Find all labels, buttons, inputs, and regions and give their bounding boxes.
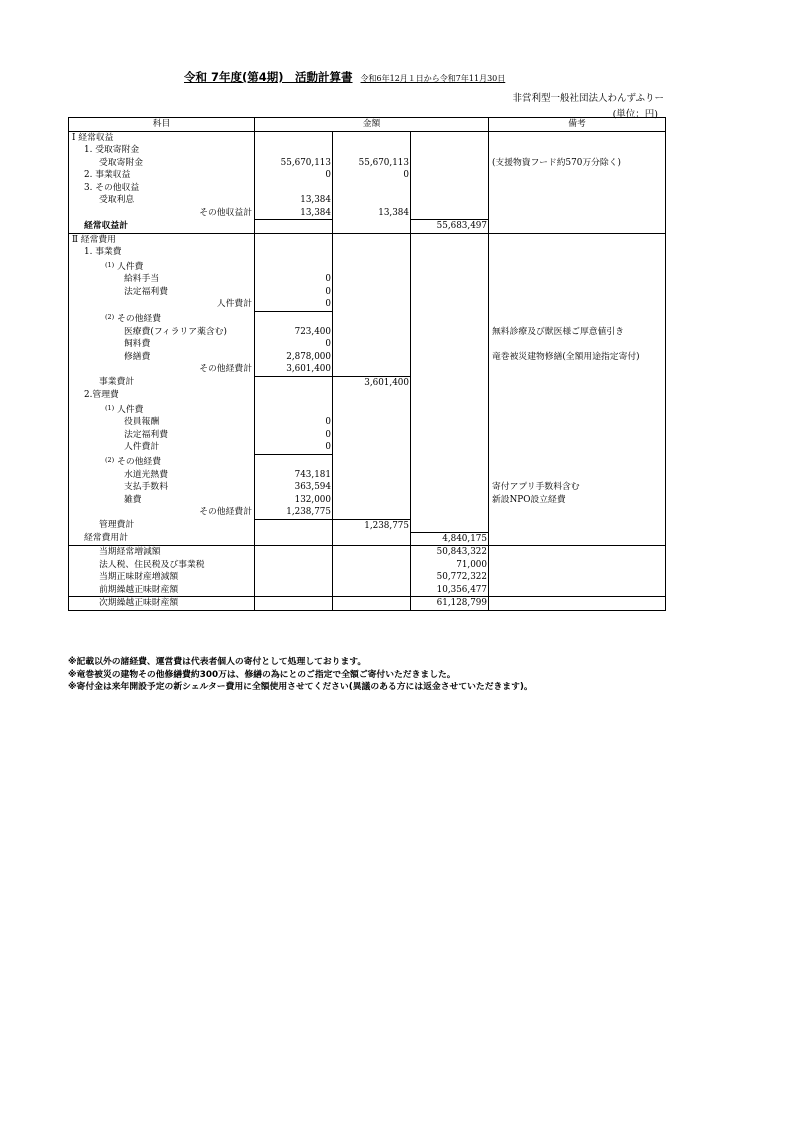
- row-label-text: 医療費(フィラリア薬含む): [124, 326, 227, 337]
- amount-cell-c: 61,128,799: [411, 597, 489, 611]
- row-label: [69, 469, 255, 482]
- amount-cell-b: [333, 182, 411, 195]
- table-row: [69, 169, 666, 182]
- row-label-text: 受取寄附金: [99, 157, 143, 168]
- amount-cell-a: [255, 233, 333, 246]
- row-label: [69, 169, 255, 182]
- amount-cell-a: [255, 584, 333, 597]
- amount-cell-c: 71,000: [411, 559, 489, 572]
- row-label-text: 役員報酬: [124, 417, 160, 427]
- amount-cell-a: 0: [255, 416, 333, 429]
- row-label: [69, 220, 255, 234]
- table-row: [69, 286, 666, 299]
- amount-cell-a: [255, 131, 333, 144]
- row-label: [69, 546, 255, 559]
- row-label: [69, 429, 255, 442]
- table-row: [69, 469, 666, 482]
- amount-cell-b: [333, 546, 411, 559]
- remark-cell: [489, 559, 666, 572]
- amount-cell-a: [255, 220, 333, 234]
- amount-cell-a: 723,400: [255, 326, 333, 339]
- amount-cell-a: 363,594: [255, 481, 333, 494]
- table-row: [69, 494, 666, 507]
- remark-cell: [489, 441, 666, 454]
- row-label-text: 2. 事業収益: [84, 170, 131, 180]
- row-label: [69, 246, 255, 259]
- amount-cell-a: [255, 519, 333, 532]
- amount-cell-c: [411, 273, 489, 286]
- row-label-text: 修繕費: [124, 351, 151, 362]
- table-row: [69, 416, 666, 429]
- row-label-text: 次期繰越正味財産額: [99, 598, 179, 608]
- table-row: [69, 311, 666, 326]
- remark-cell: [489, 338, 666, 351]
- organization-name: 非営利型一般社団法人わんずふりー: [512, 93, 664, 104]
- table-row: [69, 506, 666, 519]
- amount-cell-c: [411, 298, 489, 311]
- amount-cell-a: [255, 182, 333, 195]
- amount-cell-b: [333, 481, 411, 494]
- amount-cell-c: [411, 454, 489, 469]
- row-label-text: 当期正味財産増減額: [99, 572, 179, 582]
- table-row: [69, 532, 666, 546]
- row-label-text: 法定福利費: [124, 286, 168, 297]
- amount-cell-c: [411, 286, 489, 299]
- amount-cell-a: 0: [255, 298, 333, 311]
- row-label-text: 1. 事業費: [84, 247, 122, 257]
- section-number: (1): [105, 403, 115, 412]
- amount-cell-b: [333, 286, 411, 299]
- amount-cell-a: 0: [255, 169, 333, 182]
- amount-cell-a: 13,384: [255, 207, 333, 220]
- amount-cell-c: [411, 233, 489, 246]
- remark-cell: [489, 207, 666, 220]
- row-label: [69, 144, 255, 157]
- row-label: [69, 351, 255, 364]
- row-label-text: 法定福利費: [124, 429, 168, 440]
- amount-cell-a: [255, 144, 333, 157]
- table-row: [69, 597, 666, 611]
- amount-cell-a: [255, 376, 333, 389]
- amount-cell-c: 10,356,477: [411, 584, 489, 597]
- row-label-text: 事業費計: [99, 377, 135, 388]
- amount-cell-b: [333, 584, 411, 597]
- remark-cell: [489, 131, 666, 144]
- table-row: [69, 338, 666, 351]
- amount-cell-a: [255, 532, 333, 546]
- table-row: [69, 376, 666, 389]
- row-label: [69, 338, 255, 351]
- remark-cell: [489, 532, 666, 546]
- header-remarks: 備考: [489, 118, 666, 132]
- amount-cell-a: 743,181: [255, 469, 333, 482]
- row-label-text: 受取利息: [99, 195, 135, 205]
- amount-cell-b: [333, 351, 411, 364]
- amount-cell-a: 0: [255, 429, 333, 442]
- table-row: [69, 571, 666, 584]
- row-label-text: その他経費: [117, 314, 162, 324]
- remark-cell: [489, 194, 666, 207]
- amount-cell-b: [333, 494, 411, 507]
- remark-cell: [489, 597, 666, 611]
- row-label: [69, 389, 255, 402]
- header-amount: 金額: [255, 118, 489, 132]
- row-label: [69, 494, 255, 507]
- amount-cell-c: [411, 311, 489, 326]
- amount-cell-a: [255, 246, 333, 259]
- footnote: ※竜巻被災の建物その他修繕費約300万は、修繕の為にとのご指定で全額ご寄付いただきました。: [68, 669, 456, 680]
- amount-cell-b: [333, 298, 411, 311]
- row-label-text: 3. その他収益: [84, 182, 140, 193]
- amount-cell-b: [333, 559, 411, 572]
- table-row: [69, 559, 666, 572]
- table-row: [69, 144, 666, 157]
- table-row: [69, 429, 666, 442]
- row-label: [69, 233, 255, 246]
- table-row: [69, 546, 666, 559]
- amount-cell-b: [333, 311, 411, 326]
- row-label: [69, 207, 255, 220]
- amount-cell-c: [411, 519, 489, 532]
- remark-cell: [489, 416, 666, 429]
- amount-cell-b: [333, 144, 411, 157]
- row-label-text: 経常費用計: [84, 533, 128, 544]
- remark-cell: [489, 298, 666, 311]
- amount-cell-b: [333, 469, 411, 482]
- amount-cell-c: [411, 481, 489, 494]
- amount-cell-c: [411, 363, 489, 376]
- amount-cell-a: 2,878,000: [255, 351, 333, 364]
- row-label-text: Ⅰ 経常収益: [72, 132, 114, 143]
- row-label-text: 支払手数料: [124, 482, 168, 492]
- row-label-text: 人件費: [117, 261, 144, 272]
- remark-cell: [489, 571, 666, 584]
- table-row: [69, 326, 666, 339]
- section-number: (2): [105, 313, 115, 321]
- row-label-text: Ⅱ 経常費用: [72, 234, 116, 245]
- row-label: [69, 273, 255, 286]
- remark-cell: [489, 389, 666, 402]
- amount-cell-c: [411, 351, 489, 364]
- row-label-text: その他収益計: [199, 207, 252, 218]
- amount-cell-a: 0: [255, 286, 333, 299]
- table-row: [69, 389, 666, 402]
- remark-cell: [489, 144, 666, 157]
- amount-cell-b: [333, 402, 411, 417]
- row-label-text: 2.管理費: [84, 390, 119, 400]
- table-row: [69, 298, 666, 311]
- table-row: [69, 441, 666, 454]
- row-label-text: 1. 受取寄附金: [84, 145, 140, 155]
- amount-cell-c: [411, 506, 489, 519]
- amount-cell-c: [411, 416, 489, 429]
- amount-cell-c: [411, 157, 489, 170]
- amount-cell-a: 0: [255, 338, 333, 351]
- title-row: [184, 66, 505, 85]
- amount-cell-b: [333, 597, 411, 611]
- row-label-text: 給料手当: [124, 274, 160, 284]
- row-label: [69, 182, 255, 195]
- remark-cell: 寄付アプリ手数料含む: [489, 481, 666, 494]
- row-label: [69, 259, 255, 274]
- table-row: [69, 246, 666, 259]
- row-label-text: 法人税、住民税及び事業税: [99, 559, 205, 570]
- remark-cell: [489, 286, 666, 299]
- amount-cell-a: [255, 259, 333, 274]
- amount-cell-b: [333, 532, 411, 546]
- amount-cell-a: 1,238,775: [255, 506, 333, 519]
- row-label-text: その他経費計: [199, 364, 252, 375]
- amount-cell-c: [411, 182, 489, 195]
- table-row: [69, 363, 666, 376]
- amount-cell-c: [411, 194, 489, 207]
- amount-cell-a: 3,601,400: [255, 363, 333, 376]
- table-row: [69, 584, 666, 597]
- row-label: [69, 597, 255, 611]
- amount-cell-a: 0: [255, 441, 333, 454]
- remark-cell: [489, 402, 666, 417]
- row-label: [69, 506, 255, 519]
- amount-cell-c: 50,772,322: [411, 571, 489, 584]
- remark-cell: [489, 273, 666, 286]
- row-label-text: 雑費: [124, 494, 142, 505]
- amount-cell-c: [411, 402, 489, 417]
- amount-cell-a: 13,384: [255, 194, 333, 207]
- remark-cell: [489, 469, 666, 482]
- row-label-text: その他経費: [117, 457, 162, 467]
- remark-cell: [489, 259, 666, 274]
- amount-cell-b: [333, 194, 411, 207]
- table-row: [69, 481, 666, 494]
- remark-cell: 竜巻被災建物修繕(全額用途指定寄付): [489, 351, 666, 364]
- remark-cell: [489, 246, 666, 259]
- remark-cell: [489, 584, 666, 597]
- amount-cell-a: [255, 454, 333, 469]
- row-label: [69, 441, 255, 454]
- amount-cell-b: [333, 259, 411, 274]
- remark-cell: [489, 376, 666, 389]
- row-label: [69, 571, 255, 584]
- row-label: [69, 376, 255, 389]
- table-row: [69, 273, 666, 286]
- amount-cell-c: [411, 144, 489, 157]
- table-row: [69, 131, 666, 144]
- table-row: [69, 259, 666, 274]
- amount-cell-c: 50,843,322: [411, 546, 489, 559]
- row-label: [69, 326, 255, 339]
- row-label: [69, 157, 255, 170]
- row-label: [69, 454, 255, 469]
- amount-cell-a: [255, 402, 333, 417]
- amount-cell-b: 0: [333, 169, 411, 182]
- amount-cell-a: 0: [255, 273, 333, 286]
- remark-cell: [489, 506, 666, 519]
- row-label-text: 飼料費: [124, 339, 151, 349]
- amount-cell-b: [333, 416, 411, 429]
- amount-cell-b: [333, 506, 411, 519]
- amount-cell-a: [255, 571, 333, 584]
- amount-cell-b: [333, 273, 411, 286]
- amount-cell-c: [411, 169, 489, 182]
- row-label: [69, 194, 255, 207]
- amount-cell-c: [411, 469, 489, 482]
- table-row: [69, 519, 666, 532]
- amount-cell-c: [411, 494, 489, 507]
- remark-cell: [489, 182, 666, 195]
- row-label-text: その他経費計: [199, 507, 252, 518]
- remark-cell: (支援物資フード約570万分除く): [489, 157, 666, 170]
- fiscal-period: 令和6年12月１日から令和7年11月30日: [360, 74, 506, 83]
- row-label-text: 水道光熱費: [124, 469, 168, 480]
- section-number: (2): [105, 456, 115, 464]
- footnote: ※記載以外の諸経費、運営費は代表者個人の寄付として処理しております。: [68, 657, 367, 667]
- amount-cell-a: 132,000: [255, 494, 333, 507]
- amount-cell-c: [411, 338, 489, 351]
- amount-cell-b: [333, 326, 411, 339]
- remark-cell: 無料診療及び獣医様ご厚意値引き: [489, 326, 666, 339]
- amount-cell-b: [333, 233, 411, 246]
- amount-cell-a: [255, 559, 333, 572]
- amount-cell-b: [333, 338, 411, 351]
- amount-cell-b: [333, 246, 411, 259]
- footnote: ※寄付金は来年開設予定の新シェルター費用に全額使用させてください(異議のある方には返金させていただきます)。: [68, 682, 533, 692]
- amount-cell-c: [411, 441, 489, 454]
- amount-cell-c: [411, 326, 489, 339]
- row-label: [69, 298, 255, 311]
- row-label: [69, 131, 255, 144]
- row-label: [69, 584, 255, 597]
- amount-cell-c: [411, 429, 489, 442]
- amount-cell-c: [411, 389, 489, 402]
- table-body: [69, 131, 666, 610]
- row-label: [69, 532, 255, 546]
- amount-cell-c: 4,840,175: [411, 532, 489, 546]
- row-label-text: 人件費計: [216, 299, 252, 310]
- row-label: [69, 559, 255, 572]
- remark-cell: [489, 311, 666, 326]
- amount-cell-c: [411, 131, 489, 144]
- table-header-row: [69, 118, 666, 132]
- amount-cell-b: 13,384: [333, 207, 411, 220]
- remark-cell: [489, 363, 666, 376]
- table-row: [69, 182, 666, 195]
- amount-cell-b: 3,601,400: [333, 376, 411, 389]
- remark-cell: [489, 546, 666, 559]
- row-label: [69, 481, 255, 494]
- amount-cell-b: [333, 131, 411, 144]
- amount-cell-a: [255, 389, 333, 402]
- currency-unit: (単位：円): [612, 109, 658, 120]
- amount-cell-a: [255, 311, 333, 326]
- remark-cell: [489, 233, 666, 246]
- remark-cell: [489, 220, 666, 234]
- table-row: [69, 157, 666, 170]
- row-label: [69, 286, 255, 299]
- amount-cell-c: [411, 376, 489, 389]
- remark-cell: [489, 169, 666, 182]
- row-label: [69, 311, 255, 326]
- row-label-text: 管理費計: [99, 520, 135, 531]
- amount-cell-c: [411, 259, 489, 274]
- amount-cell-b: 55,670,113: [333, 157, 411, 170]
- row-label: [69, 363, 255, 376]
- table-row: [69, 233, 666, 246]
- amount-cell-a: [255, 546, 333, 559]
- amount-cell-b: [333, 363, 411, 376]
- amount-cell-b: [333, 454, 411, 469]
- footnotes: [68, 656, 533, 694]
- amount-cell-b: 1,238,775: [333, 519, 411, 532]
- table-row: [69, 351, 666, 364]
- amount-cell-c: 55,683,497: [411, 220, 489, 234]
- amount-cell-a: [255, 597, 333, 611]
- amount-cell-c: [411, 246, 489, 259]
- row-label-text: 前期繰越正味財産額: [99, 584, 179, 595]
- table-row: [69, 454, 666, 469]
- row-label: [69, 519, 255, 532]
- amount-cell-b: [333, 571, 411, 584]
- amount-cell-c: [411, 207, 489, 220]
- statement-title: 令和 7年度(第4期) 活動計算書: [184, 70, 353, 84]
- amount-cell-b: [333, 441, 411, 454]
- header-subject: 科目: [69, 118, 255, 132]
- row-label: [69, 416, 255, 429]
- amount-cell-b: [333, 220, 411, 234]
- remark-cell: 新設NPO設立経費: [489, 494, 666, 507]
- table-row: [69, 402, 666, 417]
- row-label: [69, 402, 255, 417]
- row-label-text: 人件費計: [124, 442, 160, 453]
- table-row: [69, 194, 666, 207]
- row-label-text: 人件費: [117, 404, 144, 415]
- section-number: (1): [105, 260, 115, 269]
- remark-cell: [489, 454, 666, 469]
- remark-cell: [489, 519, 666, 532]
- remark-cell: [489, 429, 666, 442]
- row-label-text: 経常収益計: [84, 220, 128, 231]
- row-label-text: 当期経常増減額: [99, 547, 161, 557]
- activity-statement-table: [68, 117, 666, 611]
- table-row: [69, 220, 666, 234]
- amount-cell-b: [333, 389, 411, 402]
- table-row: [69, 207, 666, 220]
- amount-cell-a: 55,670,113: [255, 157, 333, 170]
- amount-cell-b: [333, 429, 411, 442]
